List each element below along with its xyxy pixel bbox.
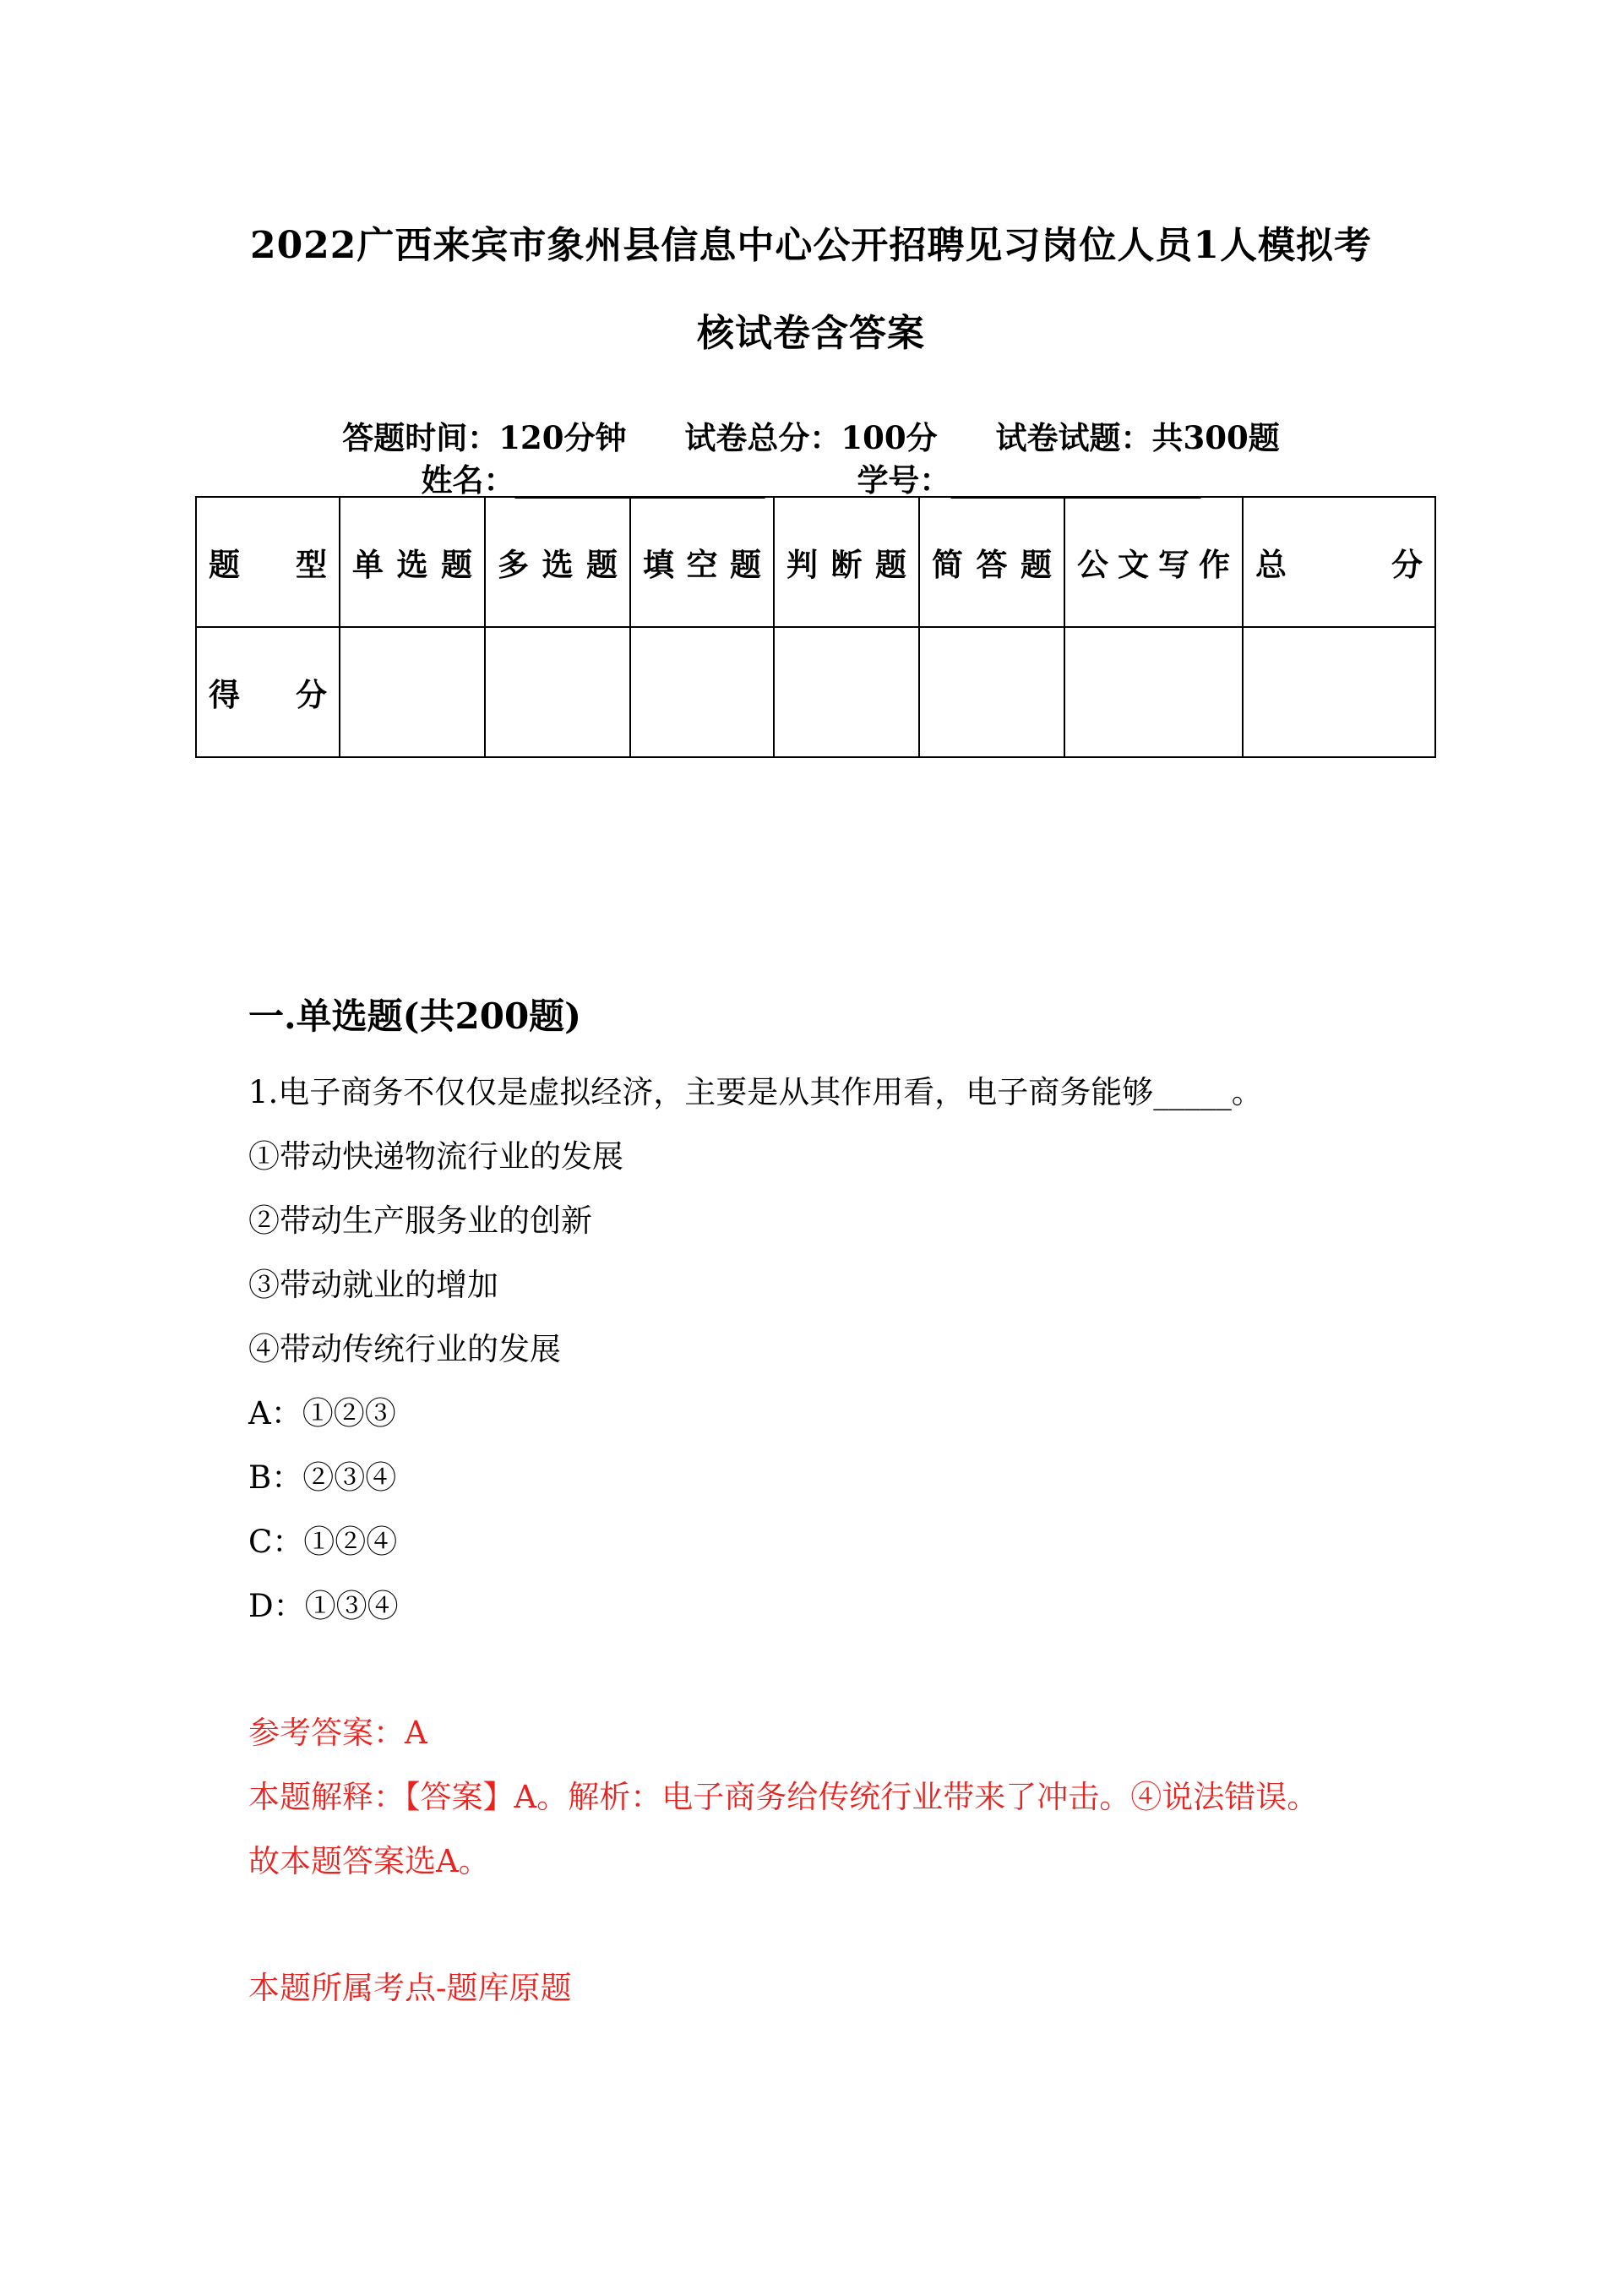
name-blank: ________________ — [514, 462, 765, 499]
option-d: D：①③④ — [248, 1588, 399, 1624]
header-short-answer: 简答题 — [919, 497, 1064, 627]
exam-time: 答题时间：120分钟 — [342, 419, 627, 456]
header-official-writing: 公文写作 — [1064, 497, 1243, 627]
score-cell — [1064, 627, 1243, 757]
section-heading: 一.单选题(共200题) — [248, 995, 582, 1037]
score-table — [195, 496, 1436, 758]
question-stem: 1.电子商务不仅仅是虚拟经济，主要是从其作用看，电子商务能够_____。 — [248, 1074, 1263, 1110]
explanation-line-1: 本题解释：【答案】A。解析：电子商务给传统行业带来了冲击。④说法错误。 — [248, 1779, 1319, 1815]
score-label-b: 分 — [296, 676, 327, 713]
score-cell — [1243, 627, 1435, 757]
header-total-a: 总 — [1255, 546, 1287, 583]
score-cell — [485, 627, 630, 757]
statement-2: ②带动生产服务业的创新 — [248, 1203, 592, 1239]
name-label: 姓名： — [421, 461, 515, 499]
question-type-label — [196, 497, 340, 627]
score-cell — [340, 627, 485, 757]
exam-total-score: 试卷总分：100分 — [684, 419, 938, 456]
exam-title-line-2: 核试卷含答案 — [697, 312, 925, 355]
header-total — [1243, 497, 1435, 627]
score-cell — [919, 627, 1064, 757]
statement-1: ①带动快递物流行业的发展 — [248, 1138, 623, 1175]
header-true-false: 判断题 — [774, 497, 919, 627]
statement-3: ③带动就业的增加 — [248, 1267, 498, 1303]
question-type-label-a: 题 — [209, 546, 240, 583]
exam-title-line-1: 2022广西来宾市象州县信息中心公开招聘见习岗位人员1人模拟考 — [249, 224, 1373, 267]
student-info-row — [0, 455, 1622, 500]
option-c: C：①②④ — [248, 1524, 398, 1560]
score-cell — [774, 627, 919, 757]
reference-answer: 参考答案：A — [248, 1715, 427, 1751]
topic-tag: 本题所属考点-题库原题 — [248, 1970, 572, 2006]
score-table-header-row — [196, 497, 1435, 627]
student-id-blank: ________________ — [950, 462, 1201, 499]
exam-meta — [0, 412, 1622, 458]
student-id-field — [857, 461, 1200, 499]
exam-question-count: 试卷试题：共300题 — [995, 419, 1280, 456]
score-table-score-row — [196, 627, 1435, 757]
header-single-choice: 单选题 — [340, 497, 485, 627]
score-label — [196, 627, 340, 757]
score-cell — [630, 627, 774, 757]
statement-4: ④带动传统行业的发展 — [248, 1331, 561, 1367]
header-fill-blank: 填空题 — [630, 497, 774, 627]
header-total-b: 分 — [1391, 546, 1423, 583]
name-field — [422, 461, 765, 499]
question-type-label-b: 型 — [296, 546, 327, 583]
option-a: A：①②③ — [248, 1395, 396, 1432]
explanation-line-2: 故本题答案选A。 — [248, 1843, 490, 1879]
score-label-a: 得 — [209, 676, 240, 713]
header-multiple-choice: 多选题 — [485, 497, 630, 627]
student-id-label: 学号： — [857, 461, 951, 499]
option-b: B：②③④ — [248, 1459, 397, 1496]
